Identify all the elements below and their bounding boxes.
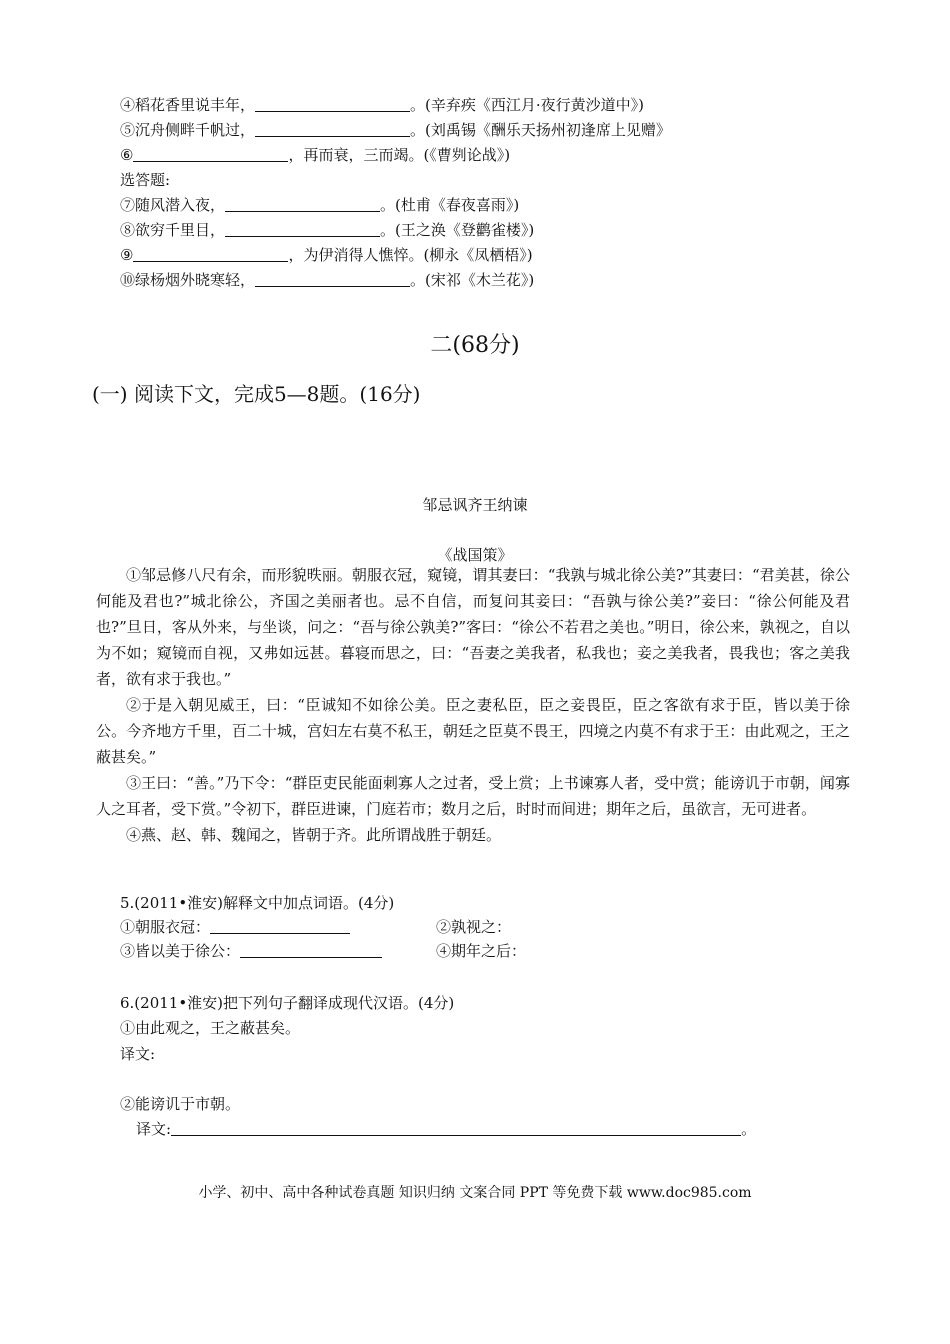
article-paragraph-3: ③王曰：“善。”乃下令：“群臣吏民能面刺寡人之过者，受上赏；上书谏寡人者，受中赏；能谤讥于市朝，闻寡人之耳者，受下赏。”令初下，群臣进谏，门庭若市；数月之后，时时而间进；期年之后，虽欲言，无可进者。 bbox=[96, 774, 850, 818]
reading-subtitle: (一) 阅读下文，完成5—8题。(16分) bbox=[92, 382, 421, 406]
fill-line-4: ④稻花香里说丰年， 。(辛弃疾《西江月·夜行黄沙道中》) bbox=[120, 96, 644, 114]
fill-line-9: ⑨ ，为伊消得人憔悴。(柳永《凤栖梧》) bbox=[120, 246, 533, 264]
fill-line-6: ⑥ ，再而衰，三而竭。(《曹刿论战》) bbox=[120, 146, 511, 164]
question-5-item-1: ①朝服衣冠： bbox=[120, 916, 350, 937]
answer-blank[interactable] bbox=[225, 222, 380, 237]
answer-blank[interactable] bbox=[225, 197, 380, 212]
question-5-item-3: ③皆以美于徐公： bbox=[120, 940, 382, 961]
answer-blank[interactable] bbox=[133, 147, 288, 162]
article-body bbox=[96, 562, 850, 848]
question-5-stem: 5.(2011•淮安)解释文中加点词语。(4分) bbox=[120, 894, 395, 912]
answer-blank[interactable] bbox=[133, 247, 288, 262]
fill-line-7: ⑦随风潜入夜， 。(杜甫《春夜喜雨》) bbox=[120, 196, 520, 214]
answer-blank[interactable] bbox=[210, 919, 350, 934]
fill-line-8: ⑧欲穷千里目， 。(王之涣《登鹳雀楼》) bbox=[120, 221, 535, 239]
answer-blank[interactable] bbox=[171, 1121, 741, 1136]
question-6-stem: 6.(2011•淮安)把下列句子翻译成现代汉语。(4分) bbox=[120, 994, 455, 1012]
answer-blank[interactable] bbox=[255, 272, 410, 287]
question-6-translation-1: 译文: bbox=[120, 1045, 156, 1063]
question-6-translation-2: 译文: 。 bbox=[136, 1120, 757, 1138]
question-5-item-2: ②孰视之： bbox=[436, 918, 512, 936]
article-title: 邹忌讽齐王纳谏 bbox=[422, 496, 528, 514]
article-paragraph-4: ④燕、赵、韩、魏闻之，皆朝于齐。此所谓战胜于朝廷。 bbox=[126, 826, 502, 844]
question-5-item-4: ④期年之后： bbox=[436, 942, 527, 960]
page-footer: 小学、初中、高中各种试卷真题 知识归纳 文案合同 PPT 等免费下载 www.doc985.com bbox=[198, 1185, 752, 1201]
answer-blank[interactable] bbox=[255, 97, 410, 112]
article-source: 《战国策》 bbox=[437, 546, 513, 564]
answer-blank[interactable] bbox=[240, 943, 382, 958]
fill-line-10: ⑩绿杨烟外晓寒轻， 。(宋祁《木兰花》) bbox=[120, 271, 535, 289]
article-paragraph-2: ②于是入朝见威王，曰：“臣诚知不如徐公美。臣之妻私臣，臣之妾畏臣，臣之客欲有求于臣，皆以美于徐公。今齐地方千里，百二十城，宫妇左右莫不私王，朝廷之臣莫不畏王，四境之内莫不有求于王：由此观之，王之蔽甚矣。” bbox=[96, 696, 850, 766]
question-6-sentence-2: ②能谤讥于市朝。 bbox=[120, 1095, 241, 1113]
question-6-sentence-1: ①由此观之，王之蔽甚矣。 bbox=[120, 1019, 301, 1037]
section-title: 二(68分) bbox=[430, 333, 520, 358]
fill-line-5: ⑤沉舟侧畔千帆过， 。(刘禹锡《酬乐天扬州初逢席上见赠》 bbox=[120, 121, 671, 139]
article-paragraph-1: ①邹忌修八尺有余，而形貌昳丽。朝服衣冠，窥镜，谓其妻曰：“我孰与城北徐公美?”其妻曰：“君美甚，徐公何能及君也?”城北徐公，齐国之美丽者也。忌不自信，而复问其妾曰：“吾孰与徐公美?”妾曰：“徐公何能及君也?”旦日，客从外来，与坐谈，问之：“吾与徐公孰美?”客曰：“徐公不若君之美也。”明日，徐公来，孰视之，自以为不如；窥镜而自视，又弗如远甚。暮寝而思之，曰：“吾妻之美我者，私我也；妾之美我者，畏我也；客之美我者，欲有求于我也。” bbox=[96, 566, 850, 688]
optional-label: 选答题: bbox=[120, 171, 171, 189]
answer-blank[interactable] bbox=[255, 122, 410, 137]
